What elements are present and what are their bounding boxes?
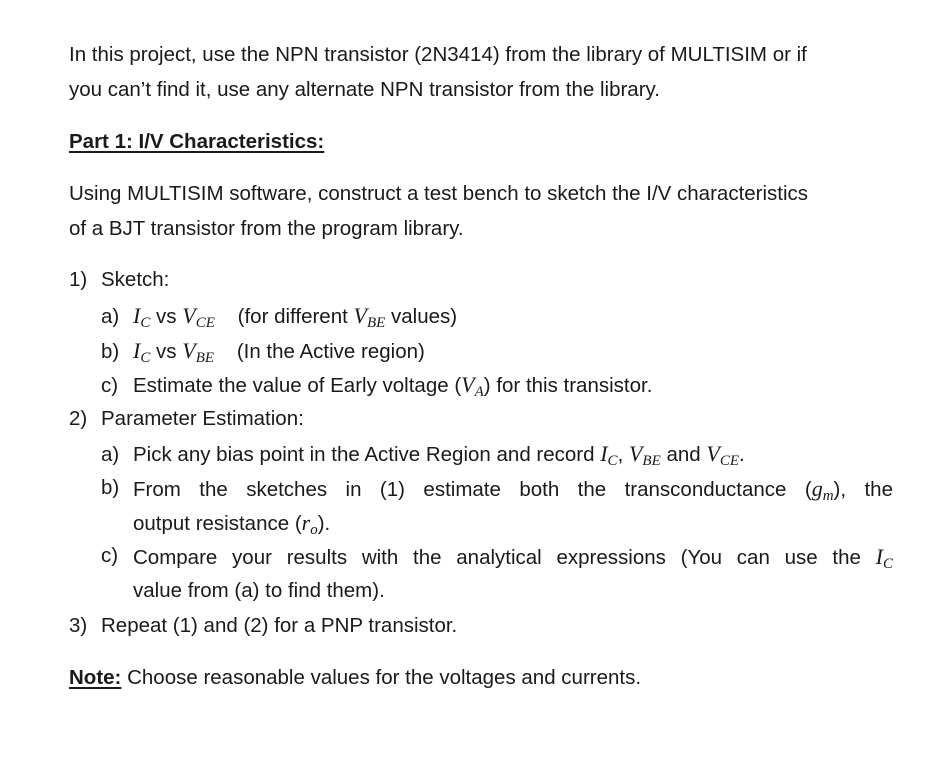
sub-item-marker: c)	[101, 544, 119, 567]
list-number: 1)	[69, 268, 88, 291]
list-number: 2)	[69, 407, 88, 430]
sub-item-2c-marker	[101, 546, 133, 567]
math-symbol: $I_C$	[875, 544, 893, 572]
sub-item-2a: a) Pick any bias point in the Active Region and record $I_C$, $V_{BE}$ and $V_{CE}$.	[101, 441, 745, 469]
sub-item-marker: a)	[101, 305, 120, 328]
list-item-2	[69, 409, 304, 430]
description-line-2: of a BJT transistor from the program library.	[69, 217, 464, 240]
sub-item-2c-line-2: value from (a) to find them).	[133, 579, 385, 602]
math-symbol: $V_A$	[461, 372, 484, 400]
math-symbol: $r_o$	[301, 510, 318, 538]
math-symbol: $V_{BE}$	[182, 338, 215, 366]
note-text: Choose reasonable values for the voltages and currents.	[121, 666, 642, 689]
sub-item-marker: b)	[101, 476, 120, 499]
sub-item-2b-line-1: From the sketches in (1) estimate both the transconductance $(g_m)$, the	[133, 476, 893, 504]
sub-item-2b-marker	[101, 478, 133, 499]
note	[69, 668, 641, 689]
intro-line-1: In this project, use the NPN transistor (2N3414) from the library of MULTISIM or if	[69, 43, 807, 66]
math-symbol: $V_{BE}$	[628, 441, 661, 469]
list-item-label: Sketch:	[101, 268, 170, 291]
list-item-3	[69, 616, 457, 637]
sub-item-1c: c) Estimate the value of Early voltage $(V_A)$ for this transistor.	[101, 372, 653, 400]
sub-item-2c-line-1: Compare your results with the analytical expressions (You can use the $I_C$	[133, 544, 893, 572]
list-number: 3)	[69, 614, 88, 637]
note-label: Note:	[69, 666, 122, 689]
sub-item-marker: c)	[101, 374, 119, 397]
description-line-1: Using MULTISIM software, construct a test bench to sketch the I/V characteristics	[69, 182, 809, 205]
sub-item-1b: b) $I_C$ vs $V_{BE}$ (In the Active region)	[101, 338, 425, 366]
math-symbol: $I_C$	[600, 441, 618, 469]
sub-item-marker: a)	[101, 443, 120, 466]
sub-item-marker: b)	[101, 340, 120, 363]
math-symbol: $V_{CE}$	[182, 303, 215, 331]
math-symbol: $g_m$	[811, 476, 834, 504]
sub-item-2b-line-2: output resistance $(r_o)$.	[133, 510, 331, 538]
math-symbol: $V_{BE}$	[353, 303, 386, 331]
list-item-1	[69, 270, 169, 291]
intro-line-2: you can’t find it, use any alternate NPN transistor from the library.	[69, 78, 660, 101]
part1-heading: Part 1: I/V Characteristics:	[69, 130, 325, 153]
list-item-label: Parameter Estimation:	[101, 407, 304, 430]
math-symbol: $I_C$	[133, 338, 151, 366]
list-item-text: Repeat (1) and (2) for a PNP transistor.	[101, 614, 458, 637]
math-symbol: $I_C$	[133, 303, 151, 331]
sub-item-1a: a) $I_C$ vs $V_{CE}$ (for different $V_{BE}$ values)	[101, 303, 458, 331]
math-symbol: $V_{CE}$	[706, 441, 739, 469]
